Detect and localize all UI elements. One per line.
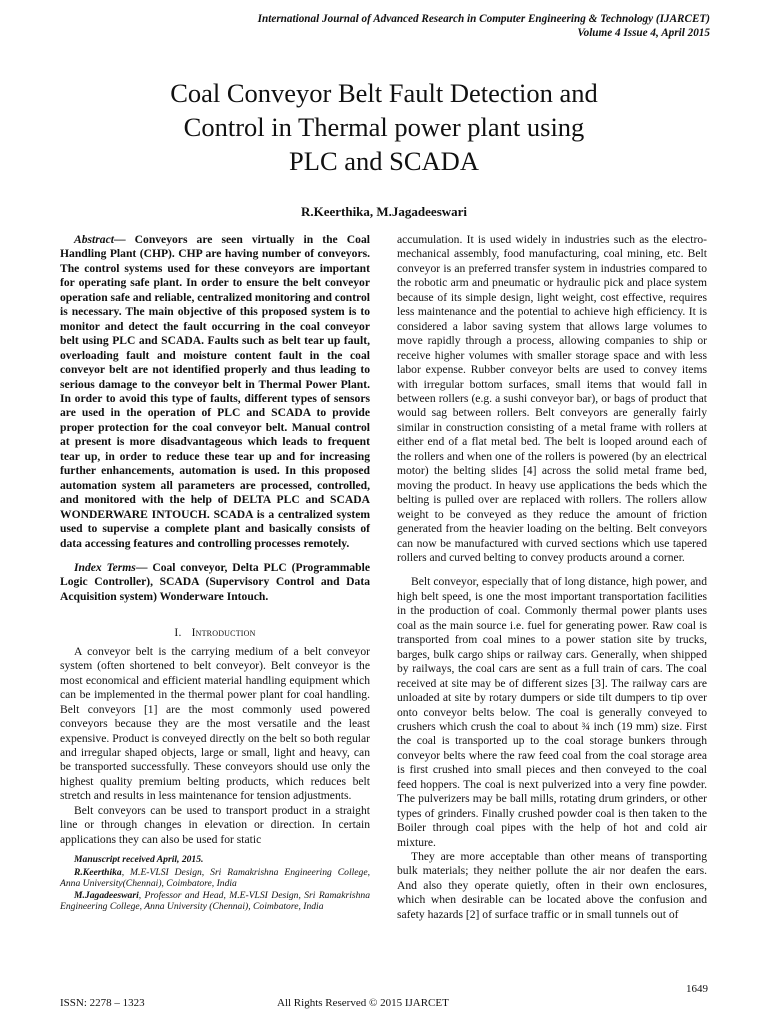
- paragraph: Belt conveyor, especially that of long distance, high power, and high belt speed, is one the most important transportation facilities in the production of coal. Commonly thermal power plants uses coal as the main source i.e. fuel for generating power. Raw coal is transported from coal mines to a power station site by trucks, barges, bulk cargo ships or railway cars. Generally, when shipped by railways, the coal cars are sent as a full train of cars. The coal received at site may be of different sizes [3]. The railway cars are unloaded at site by rotary dumpers or side tilt dumpers to tip over onto conveyor belts below. The coal is generally conveyed to crushers which crush the coal to about ¾ inch (19 mm) size. First the coal is transported up to the coal storage bunkers through conveyor belts where the raw feed coal from the coal storage area is first crushed into small pieces and then conveyed to the coal feed hoppers. The coal is next pulverized into a very fine powder. The pulverizers may be ball mills, rotating drum grinders, or other types of grinders. Finally crushed powder coal is then taken to the Boiler through coal pipes with the help of hot and cold air mixture.: [397, 575, 707, 849]
- paper-title: [60, 76, 708, 178]
- abstract-text: — Conveyors are seen virtually in the Coal Handling Plant (CHP). CHP are having number of conveyors. The control systems used for these conveyors are important for operating safe plant. In order to ensure the belt conveyor operation safe and reliable, centralized monitoring and control is necessary. The main objective of this proposed system is to monitor and detect the fault occurring in the coal conveyor belt using PLC and SCADA. Faults such as belt tear up fault, overloading fault and moisture content fault in the coal conveyor belt are not identified properly and thus leading to serious damage to the conveyor belt in Thermal Power Plant. In order to avoid this type of faults, different types of sensors are used in the operation of PLC and SCADA to provide proper protection for the coal conveyor belt. Manual control at present is more disadvantageous which leads to frequent tear up, in order to reduce these tear up and for increasing further enhancements, automation is used. In this proposed automation system all parameters are processed, controlled, and monitored with the help of DELTA PLC and SCADA WONDERWARE INTOUCH. SCADA is a centralized system used to supervise a complete plant and basically consists of data accessing features and controlling processes remotely.: [60, 233, 371, 550]
- right-column: [397, 233, 707, 922]
- journal-volume: Volume 4 Issue 4, April 2015: [577, 27, 710, 39]
- abstract-label: Abstract: [74, 233, 114, 246]
- paragraph: Belt conveyors can be used to transport product in a straight line or through changes in elevation or direction. In certain applications they can also be used for static: [60, 803, 370, 846]
- section-heading: [60, 626, 370, 640]
- authors: R.Keerthika, M.Jagadeeswari: [300, 204, 468, 219]
- journal-header: [258, 12, 710, 40]
- page-number: 1649: [686, 983, 708, 995]
- copyright: All Rights Reserved © 2015 IJARCET: [277, 997, 449, 1009]
- title-line: Coal Conveyor Belt Fault Detection and: [170, 78, 598, 108]
- footnotes: [60, 854, 370, 913]
- author2-affiliation: , Professor and Head, M.E-VLSI Design, Sri Ramakrishna Engineering College, Anna University (Chennai), Coimbatore, India: [60, 889, 370, 913]
- manuscript-received: Manuscript received April, 2015.: [74, 854, 204, 865]
- author1-affiliation: , M.E-VLSI Design, Sri Ramakrishna Engineering College, Anna University(Chennai), Coimbatore, India: [60, 866, 370, 890]
- section-number: I.: [174, 626, 182, 640]
- section-title: Introduction: [191, 626, 256, 640]
- paragraph: They are more acceptable than other means of transporting bulk materials; they neither pollute the air nor deafen the ears. And also they operate quietly, often in their own enclosures, which when desirable can be located above the confusion and safety hazards [2] of surface traffic or in small tunnels out of: [397, 850, 707, 921]
- journal-name: International Journal of Advanced Research in Computer Engineering & Technology (IJARCET): [257, 13, 710, 25]
- abstract: [60, 233, 370, 551]
- paragraph: A conveyor belt is the carrying medium of a belt conveyor system (often shortened to belt conveyor). Belt conveyor is the most economical and efficient material handling equipment which can be implemented in the thermal power plant for coal handling. Belt conveyors [1] are the most commonly used powered conveyors because they are the most versatile and the least expensive. Product is conveyed directly on the belt so both regular and irregular shaped objects, large or small, light and heavy, can be transported successfully. These conveyors should use only the highest quality premium belting products, which reduces belt stretch and results in less maintenance for tension adjustments.: [60, 644, 370, 803]
- paragraph: accumulation. It is used widely in industries such as the electro-mechanical assembly, food manufacturing, coal mining, etc. Belt conveyor is an preferred transfer system in industries compared to the robotic arm and pneumatic or hydraulic pick and place system because of its simple design, light weight, cost effective, requires less maintenance and the potential to achieve high efficiency. It is considered a labor saving system that allows large volumes to move rapidly through a process, allowing companies to ship or receive higher volumes with smaller storage space and with less labor expense. Rubber conveyor belts are used to convey items with irregular bottom surfaces, small items that would fall in between rollers (e.g. a sushi conveyor bar), or bags of product that would sag between rollers. Belt conveyors are generally fairly similar in construction consisting of a metal frame with rollers at either end of a flat metal bed. The belt is looped around each of the rollers and when one of the rollers is powered (by an electrical motor) the belting slides [4] across the solid metal frame bed, moving the product. In heavy use applications the beds which the belting is pulled over are replaced with rollers. The rollers allow weight to be conveyed as they reduce the amount of friction generated from the heavier loading on the belting. Belt conveyors can now be manufactured with curved sections which use tapered rollers and curved belting to convey products around a corner.: [397, 233, 707, 564]
- author2-name: M.Jagadeeswari: [74, 889, 139, 901]
- index-terms-text: — Coal conveyor, Delta PLC (Programmable Logic Controller), SCADA (Supervisory Control and Data Acquisition system) Wonderware Intouch.: [60, 560, 371, 603]
- title-line: PLC and SCADA: [289, 146, 479, 176]
- author1-name: R.Keerthika: [74, 866, 122, 878]
- author1-footnote: [60, 867, 370, 890]
- index-terms-label: Index Terms: [74, 560, 136, 574]
- author2-footnote: [60, 890, 370, 913]
- index-terms: [60, 561, 370, 604]
- title-line: Control in Thermal power plant using: [183, 112, 585, 142]
- left-column: [60, 233, 370, 847]
- issn: ISSN: 2278 – 1323: [60, 997, 145, 1009]
